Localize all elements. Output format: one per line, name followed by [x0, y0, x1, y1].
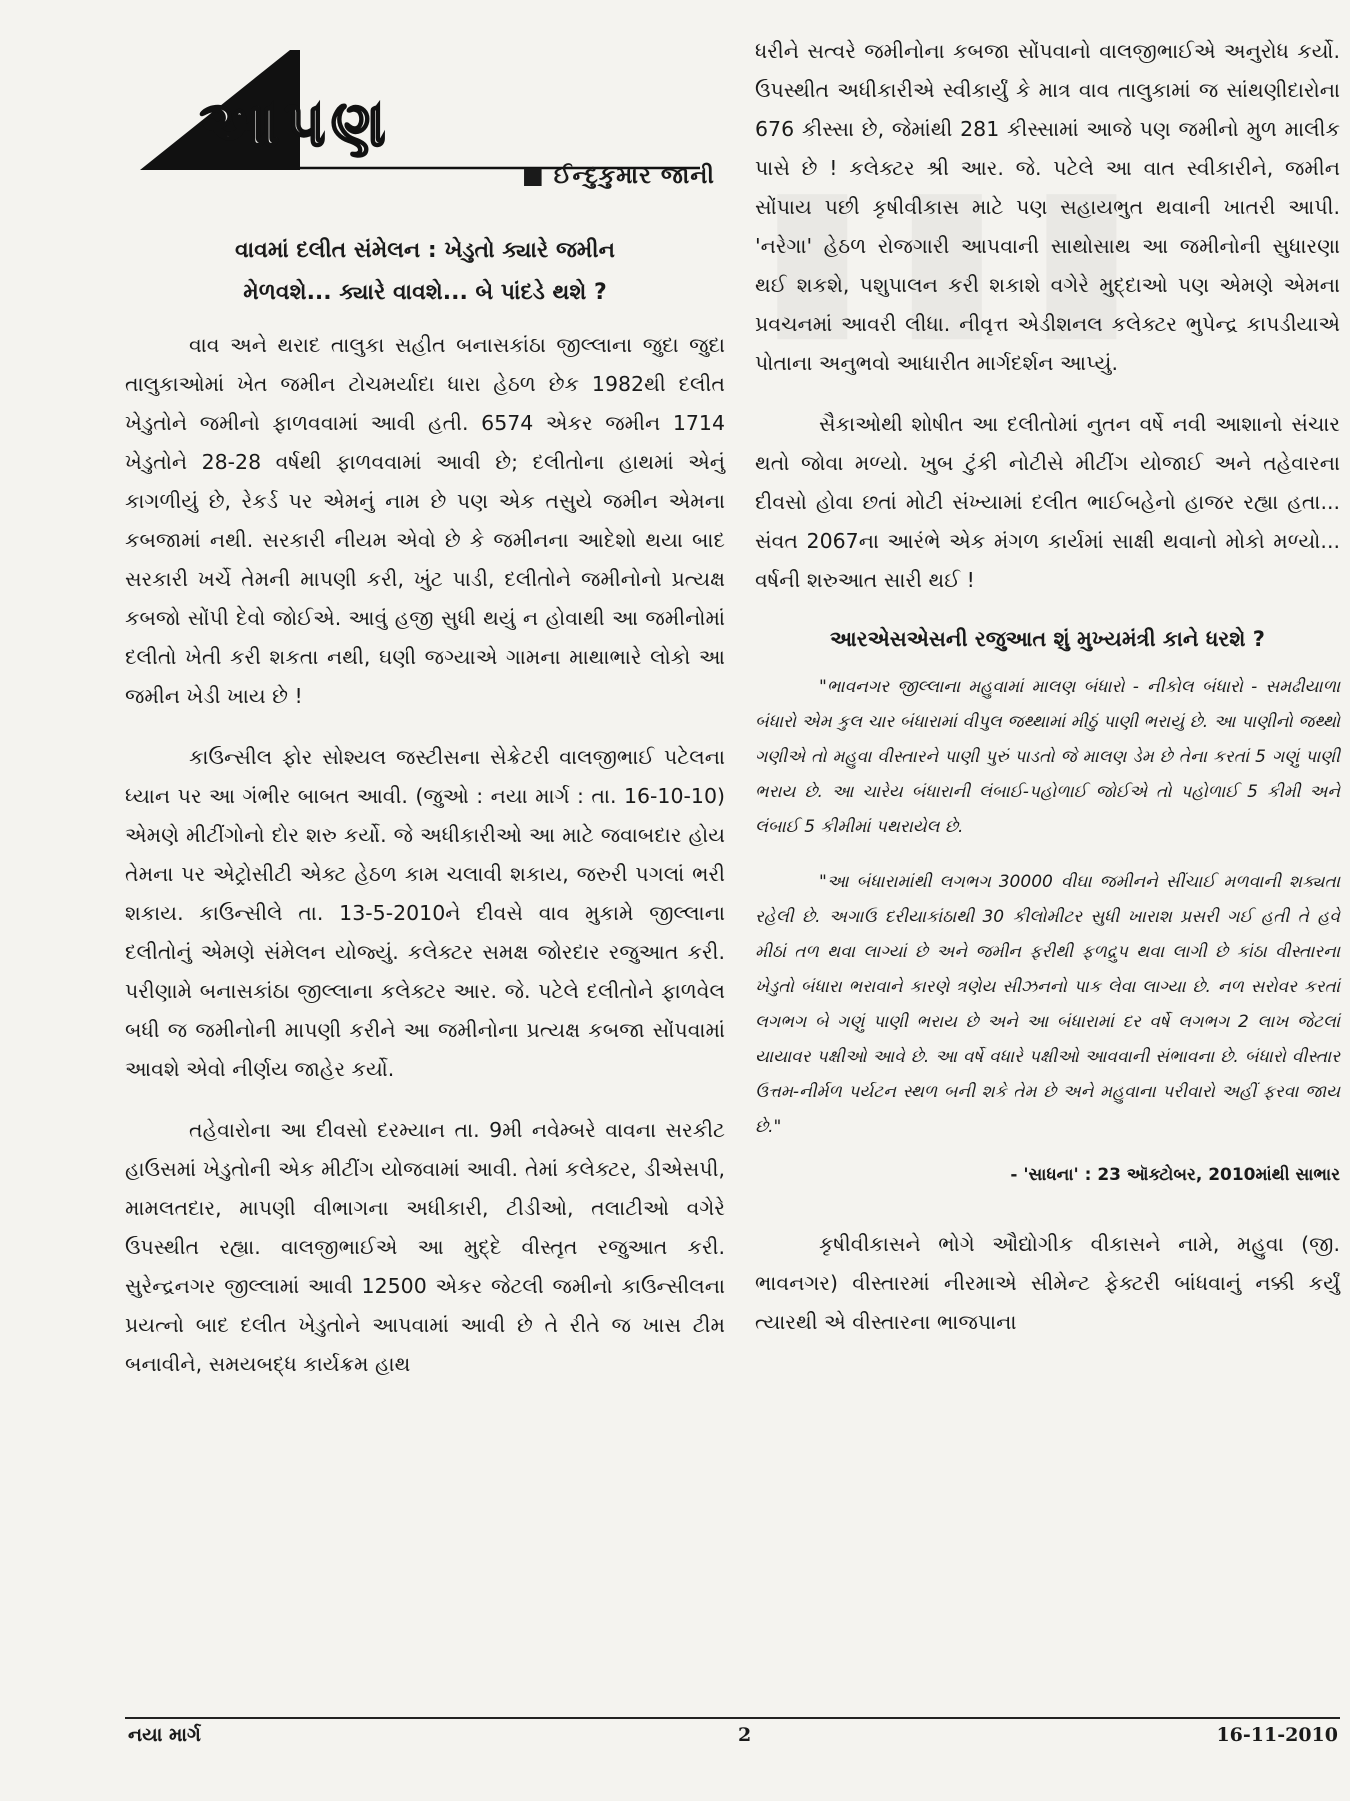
article-paragraph-5: કૃષીવીકાસને ભોગે ઔદ્યોગીક વીકાસને નામે, મહુવા (જી. ભાવનગર) વીસ્તારમાં નીરમાએ સીમેન્ટ ફેક્ટરી બાંધવાનું નક્કી કર્યું ત્યારથી એ વીસ્તારના ભાજપાના: [755, 1232, 1340, 1334]
footer-page-number: 2: [738, 1724, 752, 1746]
article-paragraph-1: વાવ અને થરાદ તાલુકા સહીત બનાસકાંઠા જીલ્લાના જુદા જુદા તાલુકાઓમાં ખેત જમીન ટોચમર્યાદા ધારા હેઠળ છેક 1982થી દલીત ખેડુતોને જમીનો ફાળવવામાં આવી હતી. 6574 એકર જમીન 1714 ખેડુતોને 28-28 વર્ષથી ફાળવવામાં આવી છે; દલીતોના હાથમાં એનું કાગળીયું છે, રેકર્ડ પર એમનું નામ છે પણ એક તસુયે જમીન એમના કબજામાં નથી. સરકારી નીયમ એવો છે કે જમીનના આદેશો થયા બાદ સરકારી ખર્ચે તેમની માપણી કરી, ખુંટ પાડી, દલીતોને જમીનોનો પ્રત્યક્ષ કબજો સોંપી દેવો જોઈએ. આવું હજી સુધી થયું ન હોવાથી આ જમીનોમાં દલીતો ખેતી કરી શકતા નથી, ઘણી જગ્યાએ ગામના માથાભારે લોકો આ જમીન ખેડી ખાય છે !: [125, 333, 725, 708]
footer-rule: [125, 1717, 1340, 1719]
quote-source: - 'સાધના' : 23 ઑક્ટોબર, 2010માંથી સાભાર: [1010, 1165, 1340, 1185]
footer-publication: નયા માર્ગ: [128, 1724, 201, 1746]
article-paragraph-3: તહેવારોના આ દીવસો દરમ્યાન તા. 9મી નવેમ્બરે વાવના સરકીટ હાઉસમાં ખેડુતોની એક મીટીંગ યોજવામાં આવી. તેમાં કલેક્ટર, ડીએસપી, મામલતદાર, માપણી વીભાગના અધીકારી, ટીડીઓ, તલાટીઓ વગેરે ઉપસ્થીત રહ્યા. વાલજીભાઈએ આ મુદ્દે વીસ્તૃત રજુઆત કરી. સુરેન્દ્રનગર જીલ્લામાં આવી 12500 એકર જેટલી જમીનો કાઉન્સીલના પ્રયત્નો બાદ દલીત ખેડુતોને આપવામાં આવી છે તે રીતે જ ખાસ ટીમ બનાવીને, સમયબદ્ધ કાર્યક્રમ હાથ: [125, 1118, 725, 1376]
quote-paragraph-2: "આ બંધારામાંથી લગભગ 30000 વીઘા જમીનને સીંચાઈ મળવાની શક્યતા રહેલી છે. અગાઉ દરીયાકાંઠાથી 30 કીલોમીટર સુધી ખારાશ પ્રસરી ગઈ હતી તે હવે મીઠાં તળ થવા લાગ્યાં છે અને જમીન ફરીથી ફળદ્રુપ થવા લાગી છે કાંઠા વીસ્તારના ખેડુતો બંધારા ભરાવાને કારણે ત્રણેય સીઝનનો પાક લેવા લાગ્યા છે. નળ સરોવર કરતાં લગભગ બે ગણું પાણી ભરાય છે અને આ બંધારામાં દર વર્ષે લગભગ 2 લાખ જેટલાં યાયાવર પક્ષીઓ આવે છે. આ વર્ષે વધારે પક્ષીઓ આવવાની સંભાવના છે. બંધારો વીસ્તાર ઉત્તમ-નીર્મળ પર્યટન સ્થળ બની શકે તેમ છે અને મહુવાના પરીવારો અહીં ફરવા જાય છે.": [755, 872, 1340, 1137]
column-masthead: [140, 50, 710, 180]
article-paragraph-4: સૈકાઓથી શોષીત આ દલીતોમાં નુતન વર્ષે નવી આશાનો સંચાર થતો જોવા મળ્યો. ખુબ ટુંકી નોટીસે મીટીંગ યોજાઈ અને તહેવારના દીવસો હોવા છતાં મોટી સંખ્યામાં દલીત ભાઈબહેનો હાજર રહ્યા હતા... સંવત 2067ના આરંભે એક મંગળ કાર્યમાં સાક્ષી થવાનો મોકો મળ્યો... વર્ષની શરુઆત સારી થઈ !: [755, 412, 1340, 592]
headline-line-1: વાવમાં દલીત સંમેલન : ખેડુતો ક્યારે જમીન: [235, 238, 615, 263]
masthead-logo: [140, 50, 710, 180]
left-column: [125, 230, 725, 1406]
footer-date: 16-11-2010: [1216, 1724, 1338, 1746]
right-column: [755, 32, 1340, 1364]
headline-line-2: મેળવશે... ક્યારે વાવશે... બે પાંદડે થશે ?: [243, 280, 607, 305]
article-paragraph-3-continued: ધરીને સત્વરે જમીનોના કબજા સોંપવાનો વાલજીભાઈએ અનુરોધ કર્યો. ઉપસ્થીત અધીકારીએ સ્વીકાર્યું કે માત્ર વાવ તાલુકામાં જ સાંથણીદારોના 676 કીસ્સા છે, જેમાંથી 281 કીસ્સામાં આજે પણ જમીનો મુળ માલીક પાસે છે ! કલેક્ટર શ્રી આર. જે. પટેલે આ વાત સ્વીકારીને, જમીન સોંપાય પછી કૃષીવીકાસ માટે પણ સહાયભુત થવાની ખાતરી આપી. 'નરેગા' હેઠળ રોજગારી આપવાની સાથોસાથ આ જમીનોની સુધારણા થઈ શકશે, પશુપાલન કરી શકાશે વગેરે મુદ્દાઓ પણ એમણે એમના પ્રવચનમાં આવરી લીધા. નીવૃત્ત એડીશનલ કલેક્ટર ભુપેન્દ્ર કાપડીયાએ પોતાના અનુભવો આધારીત માર્ગદર્શન આપ્યું.: [755, 39, 1340, 375]
masthead-title: આપણ: [200, 87, 392, 160]
article-paragraph-2: કાઉન્સીલ ફોર સોશ્યલ જસ્ટીસના સેક્રેટરી વાલજીભાઈ પટેલના ધ્યાન પર આ ગંભીર બાબત આવી. (જુઓ : નયા માર્ગ : તા. 16-10-10) એમણે મીટીંગોનો દોર શરુ કર્યો. જે અધીકારીઓ આ માટે જવાબદાર હોય તેમના પર એટ્રોસીટી એક્ટ હેઠળ કામ ચલાવી શકાય, જરુરી પગલાં ભરી શકાય. કાઉન્સીલે તા. 13-5-2010ને દીવસે વાવ મુકામે જીલ્લાના દલીતોનું એમણે સંમેલન યોજ્યું. કલેક્ટર સમક્ષ જોરદાર રજુઆત કરી. પરીણામે બનાસકાંઠા જીલ્લાના કલેક્ટર આર. જે. પટેલે દલીતોને ફાળવેલ બધી જ જમીનોની માપણી કરીને આ જમીનોના પ્રત્યક્ષ કબજા સોંપવામાં આવશે એવો નીર્ણય જાહેર કર્યો.: [125, 745, 725, 1081]
section-subhead: આરએસએસની રજુઆત શું મુખ્યમંત્રી કાને ધરશે ?: [830, 627, 1265, 651]
quote-paragraph-1: "ભાવનગર જીલ્લાના મહુવામાં માલણ બંધારો - નીકોલ બંધારો - સમઢીયાળા બંધારો એમ કુલ ચાર બંધારામાં વીપુલ જથ્થામાં મીઠું પાણી ભરાયું છે. આ પાણીનો જથ્થો ગણીએ તો મહુવા વીસ્તારને પાણી પુરું પાડતો જે માલણ ડેમ છે તેના કરતાં 5 ગણું પાણી ભરાય છે. આ ચારેય બંધારાની લંબાઈ-પહોળાઈ જોઈએ તો પહોળાઈ 5 કીમી અને લંબાઈ 5 કીમીમાં પથરાયેલ છે.: [755, 677, 1340, 837]
article-headline: [125, 230, 725, 314]
author-byline: ■ ઈન્દુકુમાર જાની: [521, 163, 715, 189]
